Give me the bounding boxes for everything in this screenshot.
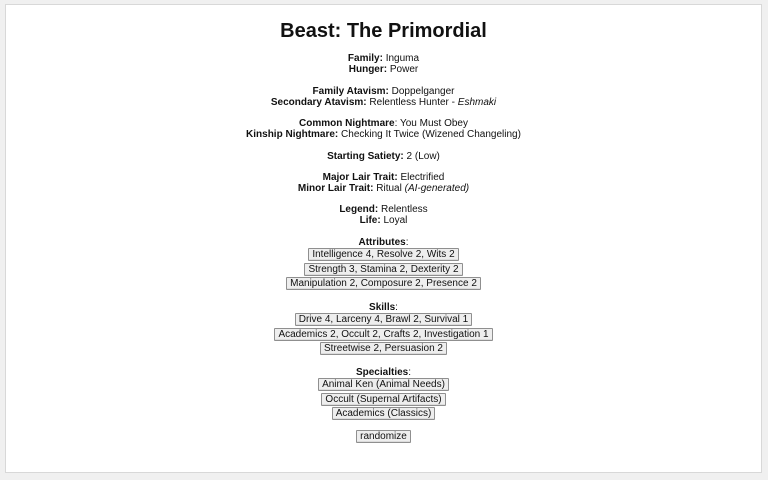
life-label: Life: bbox=[359, 215, 381, 226]
attribute-mental-button[interactable]: Intelligence 4, Resolve 2, Wits 2 bbox=[308, 248, 458, 261]
skills-secondary-button[interactable]: Academics 2, Occult 2, Crafts 2, Investigation 1 bbox=[274, 328, 492, 341]
colon: : bbox=[394, 118, 398, 129]
specialties-label: Specialties bbox=[355, 367, 409, 378]
life-value: Loyal bbox=[383, 215, 408, 226]
attributes-block bbox=[6, 237, 761, 292]
family-row bbox=[6, 53, 761, 64]
family-value: Inguma bbox=[385, 53, 420, 64]
common-nightmare-row bbox=[6, 118, 761, 129]
skills-label: Skills bbox=[369, 302, 396, 313]
legend-value: Relentless bbox=[380, 204, 428, 215]
kinship-nightmare-label: Kinship Nightmare: bbox=[246, 129, 339, 140]
attributes-label: Attributes bbox=[358, 237, 406, 248]
secondary-atavism-row bbox=[6, 97, 761, 108]
secondary-atavism-value: Relentless Hunter - bbox=[369, 97, 458, 108]
starting-satiety-row bbox=[6, 151, 761, 162]
hunger-row bbox=[6, 64, 761, 75]
legend-label: Legend: bbox=[339, 204, 379, 215]
minor-lair-trait-row bbox=[6, 183, 761, 194]
skills-block bbox=[6, 302, 761, 357]
legend-row bbox=[6, 204, 761, 215]
starting-satiety-value: 2 (Low) bbox=[406, 151, 440, 162]
lair-block bbox=[6, 172, 761, 194]
common-nightmare-value: You Must Obey bbox=[399, 118, 468, 129]
family-atavism-label: Family Atavism: bbox=[312, 86, 389, 97]
randomize-block bbox=[6, 430, 761, 444]
life-row bbox=[6, 215, 761, 226]
starting-satiety-label: Starting Satiety: bbox=[327, 151, 404, 162]
satiety-block bbox=[6, 151, 761, 162]
specialty-2-button[interactable]: Occult (Supernal Artifacts) bbox=[321, 393, 445, 406]
major-lair-trait-value: Electrified bbox=[400, 172, 445, 183]
specialties-block bbox=[6, 367, 761, 422]
minor-lair-trait-note: (AI-generated) bbox=[404, 183, 470, 194]
colon: : bbox=[395, 302, 398, 313]
common-nightmare-label: Common Nightmare bbox=[299, 118, 395, 129]
secondary-atavism-label: Secondary Atavism: bbox=[270, 97, 367, 108]
attribute-physical-button[interactable]: Strength 3, Stamina 2, Dexterity 2 bbox=[304, 263, 462, 276]
minor-lair-trait-label: Minor Lair Trait: bbox=[297, 183, 374, 194]
page-title: Beast: The Primordial bbox=[280, 20, 487, 42]
colon: : bbox=[408, 367, 412, 378]
skills-tertiary-button[interactable]: Streetwise 2, Persuasion 2 bbox=[320, 342, 447, 355]
skills-primary-button[interactable]: Drive 4, Larceny 4, Brawl 2, Survival 1 bbox=[295, 313, 473, 326]
major-lair-trait-row bbox=[6, 172, 761, 183]
kinship-nightmare-row bbox=[6, 129, 761, 140]
kinship-nightmare-value: Checking It Twice (Wizened Changeling) bbox=[341, 129, 521, 140]
family-atavism-row bbox=[6, 86, 761, 97]
randomize-button[interactable]: randomize bbox=[356, 430, 411, 443]
colon: : bbox=[405, 237, 409, 248]
family-atavism-value: Doppelganger bbox=[391, 86, 455, 97]
major-lair-trait-label: Major Lair Trait: bbox=[322, 172, 398, 183]
specialties-heading bbox=[6, 367, 761, 378]
nightmare-block bbox=[6, 118, 761, 140]
specialty-1-button[interactable]: Animal Ken (Animal Needs) bbox=[318, 378, 449, 391]
minor-lair-trait-value: Ritual bbox=[376, 183, 405, 194]
character-sheet-panel bbox=[5, 4, 762, 473]
attribute-social-button[interactable]: Manipulation 2, Composure 2, Presence 2 bbox=[286, 277, 481, 290]
hunger-value: Power bbox=[389, 64, 419, 75]
specialty-3-button[interactable]: Academics (Classics) bbox=[332, 407, 436, 420]
attributes-heading bbox=[6, 237, 761, 248]
family-block bbox=[6, 53, 761, 75]
secondary-atavism-source: Eshmaki bbox=[457, 97, 497, 108]
atavism-block bbox=[6, 86, 761, 108]
legend-life-block bbox=[6, 204, 761, 226]
family-label: Family: bbox=[347, 53, 383, 64]
hunger-label: Hunger: bbox=[348, 64, 388, 75]
skills-heading bbox=[6, 302, 761, 313]
